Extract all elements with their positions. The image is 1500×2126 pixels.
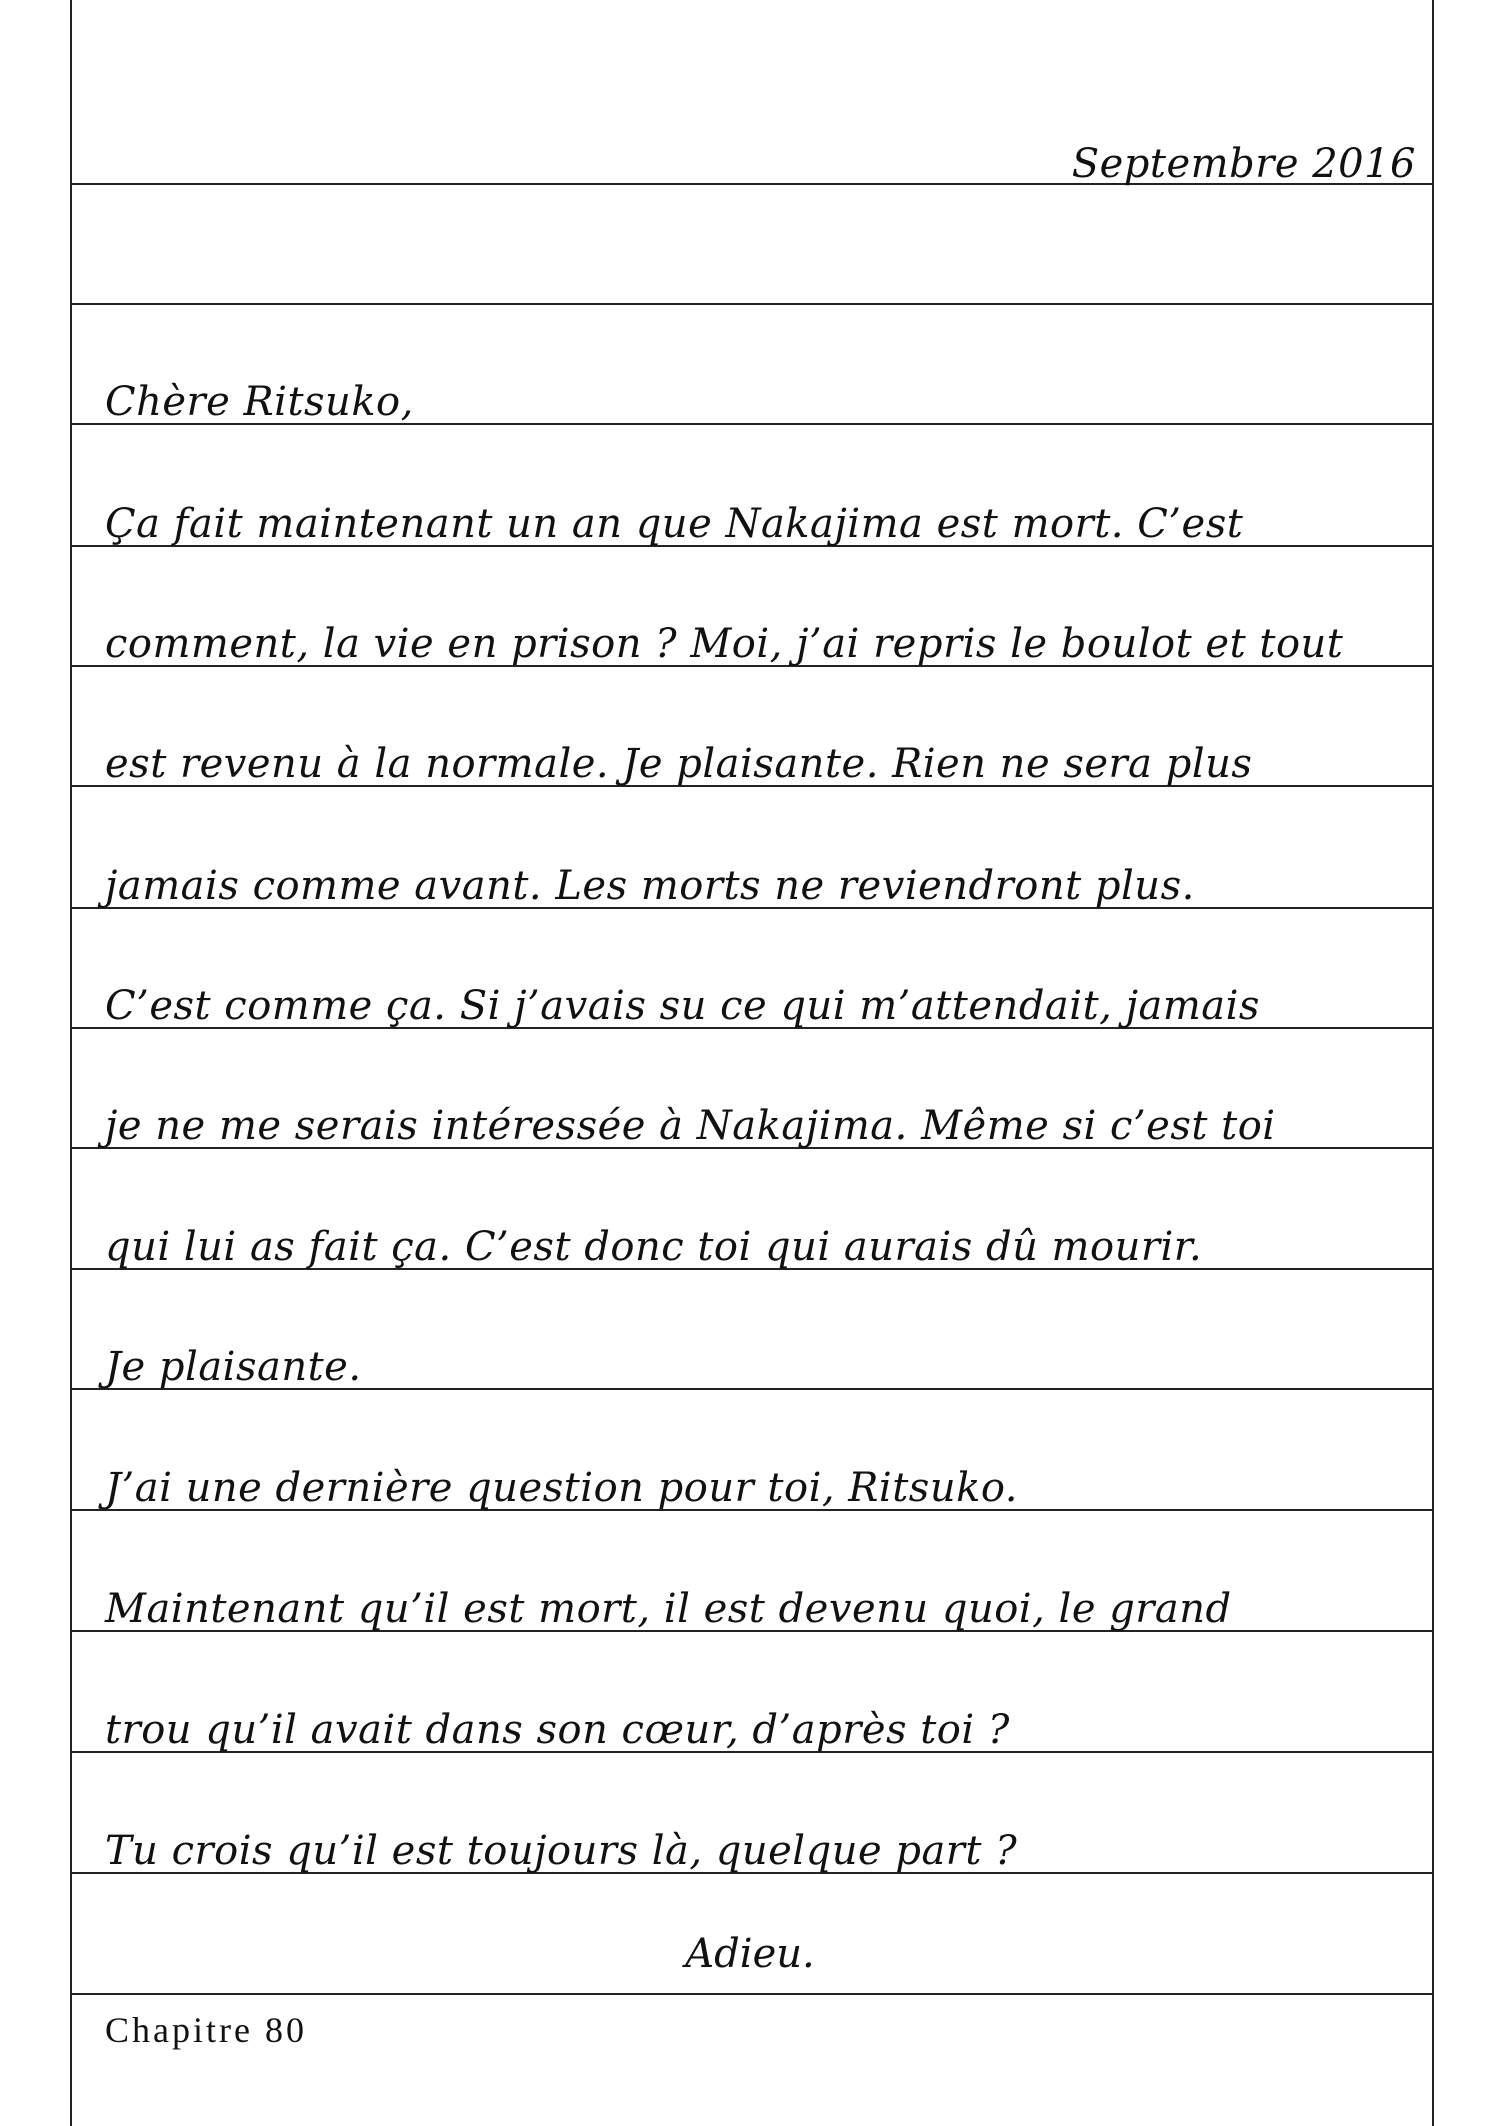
letter-line: Je plaisante. (105, 1344, 362, 1390)
letter-line: Maintenant qu’il est mort, il est devenu quoi, le grand (105, 1586, 1232, 1632)
letter-line: est revenu à la normale. Je plaisante. Rien ne sera plus (105, 741, 1253, 787)
letter-line: trou qu’il avait dans son cœur, d’après toi ? (105, 1707, 1010, 1753)
ruled-line (70, 303, 1434, 305)
letter-line: Ça fait maintenant un an que Nakajima est mort. C’est (105, 501, 1244, 547)
letter-line: Tu crois qu’il est toujours là, quelque part ? (105, 1828, 1018, 1874)
letter-line: J’ai une dernière question pour toi, Ritsuko. (105, 1465, 1018, 1511)
letter-line: je ne me serais intéressée à Nakajima. Même si c’est toi (105, 1103, 1276, 1149)
chapter-label: Chapitre 80 (105, 2010, 307, 2050)
letter-line: qui lui as fait ça. C’est donc toi qui aurais dû mourir. (105, 1224, 1203, 1270)
letter-greeting: Chère Ritsuko, (105, 379, 414, 425)
letter-line: jamais comme avant. Les morts ne reviendront plus. (105, 863, 1195, 909)
ruled-line (70, 1993, 1434, 1995)
letter-signoff: Adieu. (685, 1931, 815, 1977)
letter-line: C’est comme ça. Si j’avais su ce qui m’attendait, jamais (105, 983, 1260, 1029)
right-margin-rule (1432, 0, 1434, 2126)
left-margin-rule (70, 0, 72, 2126)
letter-line: comment, la vie en prison ? Moi, j’ai repris le boulot et tout (105, 621, 1344, 667)
letter-date: Septembre 2016 (1071, 141, 1416, 187)
